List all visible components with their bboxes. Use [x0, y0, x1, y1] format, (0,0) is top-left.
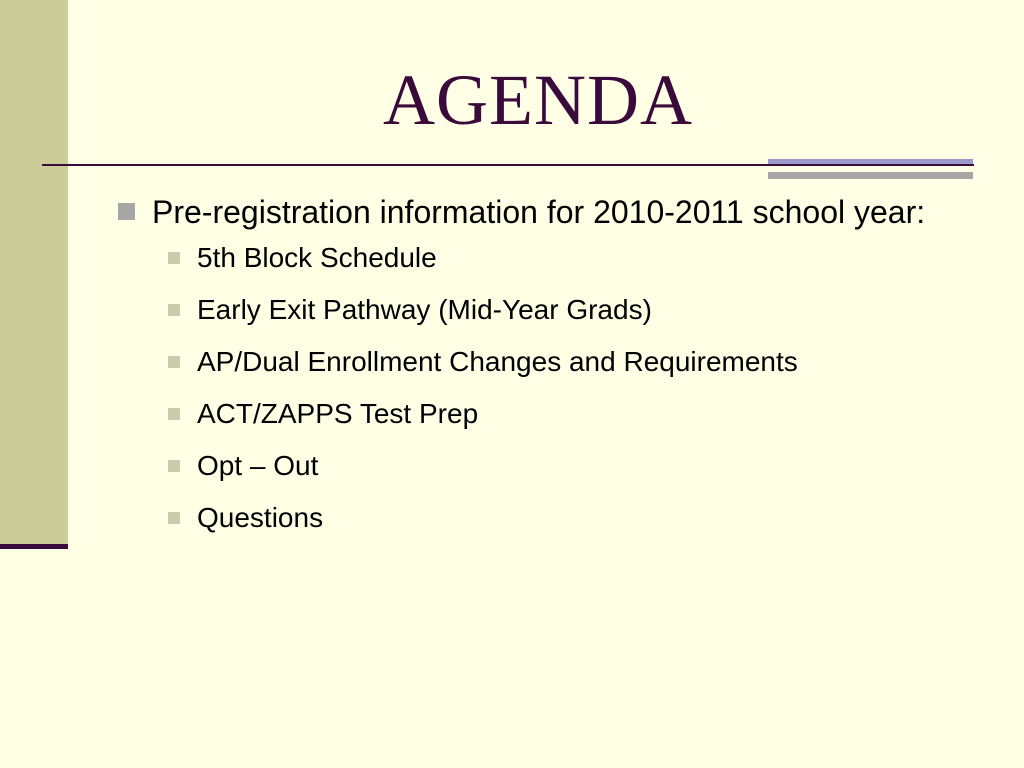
sub-bullet-item-block-schedule [168, 240, 938, 276]
title-accent-bar-bottom [768, 172, 973, 179]
square-bullet-icon [168, 252, 180, 264]
sub-bullet-list [118, 240, 938, 536]
square-bullet-icon [168, 460, 180, 472]
sub-bullet-text: Questions [197, 502, 324, 533]
square-bullet-icon [168, 408, 180, 420]
square-bullet-icon [168, 512, 180, 524]
sub-bullet-item-questions [168, 500, 938, 536]
agenda-content [118, 192, 938, 552]
sub-bullet-text: ACT/ZAPPS Test Prep [197, 398, 479, 429]
title-accent-bar-top [768, 159, 973, 164]
main-bullet-item [118, 192, 938, 232]
title-accent [768, 159, 973, 179]
left-band-rule [0, 544, 68, 549]
sub-bullet-item-opt-out [168, 448, 938, 484]
main-bullet-text: Pre-registration information for 2010-2011 school year: [152, 194, 926, 230]
sub-bullet-item-test-prep [168, 396, 938, 432]
square-bullet-icon [168, 304, 180, 316]
sub-bullet-text: AP/Dual Enrollment Changes and Requirements [197, 346, 798, 377]
sub-bullet-item-early-exit [168, 292, 938, 328]
slide-title: AGENDA [383, 60, 693, 140]
sub-bullet-text: Opt – Out [197, 450, 319, 481]
square-bullet-icon [168, 356, 180, 368]
sub-bullet-text: Early Exit Pathway (Mid-Year Grads) [197, 294, 652, 325]
square-bullet-icon [118, 203, 135, 220]
sub-bullet-item-ap-dual-enrollment [168, 344, 938, 380]
sub-bullet-text: 5th Block Schedule [197, 242, 437, 273]
